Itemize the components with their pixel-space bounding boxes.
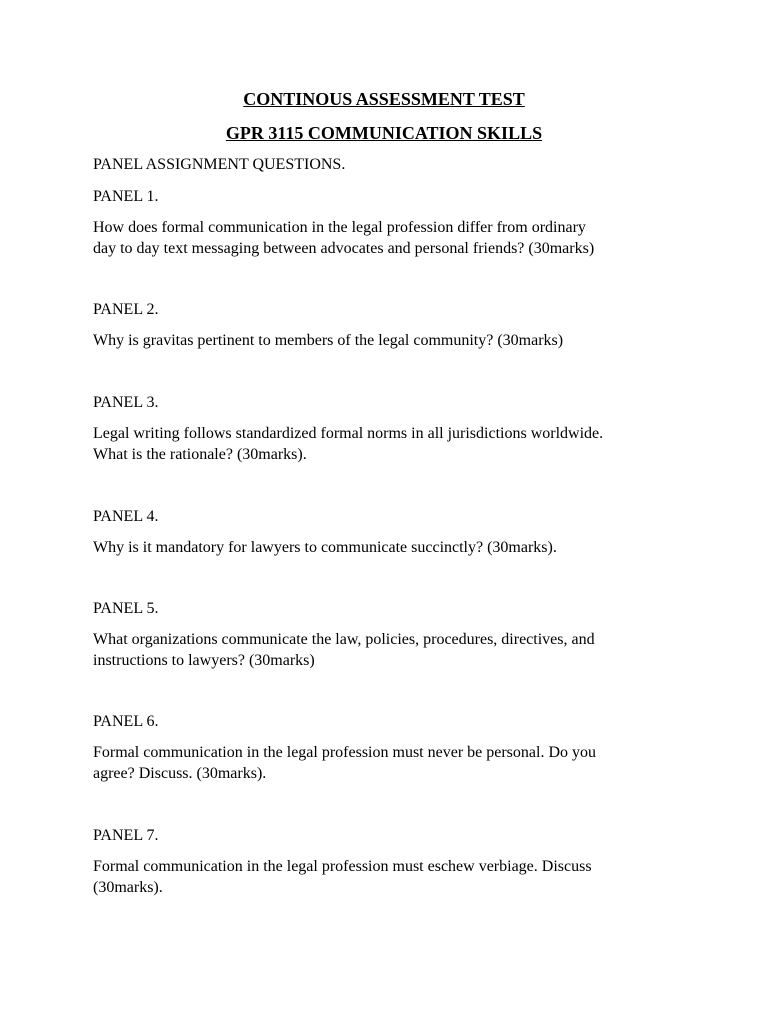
panel-2-label: PANEL 2.: [93, 301, 159, 318]
panel-4-question: Why is it mandatory for lawyers to communicate succinctly? (30marks).: [93, 539, 557, 556]
panel-6-label: PANEL 6.: [93, 713, 159, 730]
document-title: CONTINOUS ASSESSMENT TEST: [243, 89, 525, 109]
panel-2-question: Why is gravitas pertinent to members of the legal community? (30marks): [93, 332, 564, 349]
panel-7-label: PANEL 7.: [93, 827, 159, 844]
subheading: PANEL ASSIGNMENT QUESTIONS.: [93, 156, 346, 173]
panel-6-question: Formal communication in the legal profession must never be personal. Do you agree? Discuss. (30marks).: [93, 744, 596, 782]
panel-5-question: What organizations communicate the law, policies, procedures, directives, and instructions to lawyers? (30marks): [93, 631, 595, 669]
course-title: GPR 3115 COMMUNICATION SKILLS: [225, 123, 543, 143]
panel-7-question: Formal communication in the legal profession must eschew verbiage. Discuss (30marks).: [93, 858, 592, 896]
panel-1-question: How does formal communication in the legal profession differ from ordinary day to day text messaging between advocates and personal friends? (30marks): [93, 219, 595, 257]
panel-3-question: Legal writing follows standardized formal norms in all jurisdictions worldwide. What is the rationale? (30marks).: [93, 425, 604, 463]
panel-1-label: PANEL 1.: [93, 188, 159, 205]
panel-4-label: PANEL 4.: [93, 508, 159, 525]
panel-5-label: PANEL 5.: [93, 600, 159, 617]
panel-3-label: PANEL 3.: [93, 394, 159, 411]
